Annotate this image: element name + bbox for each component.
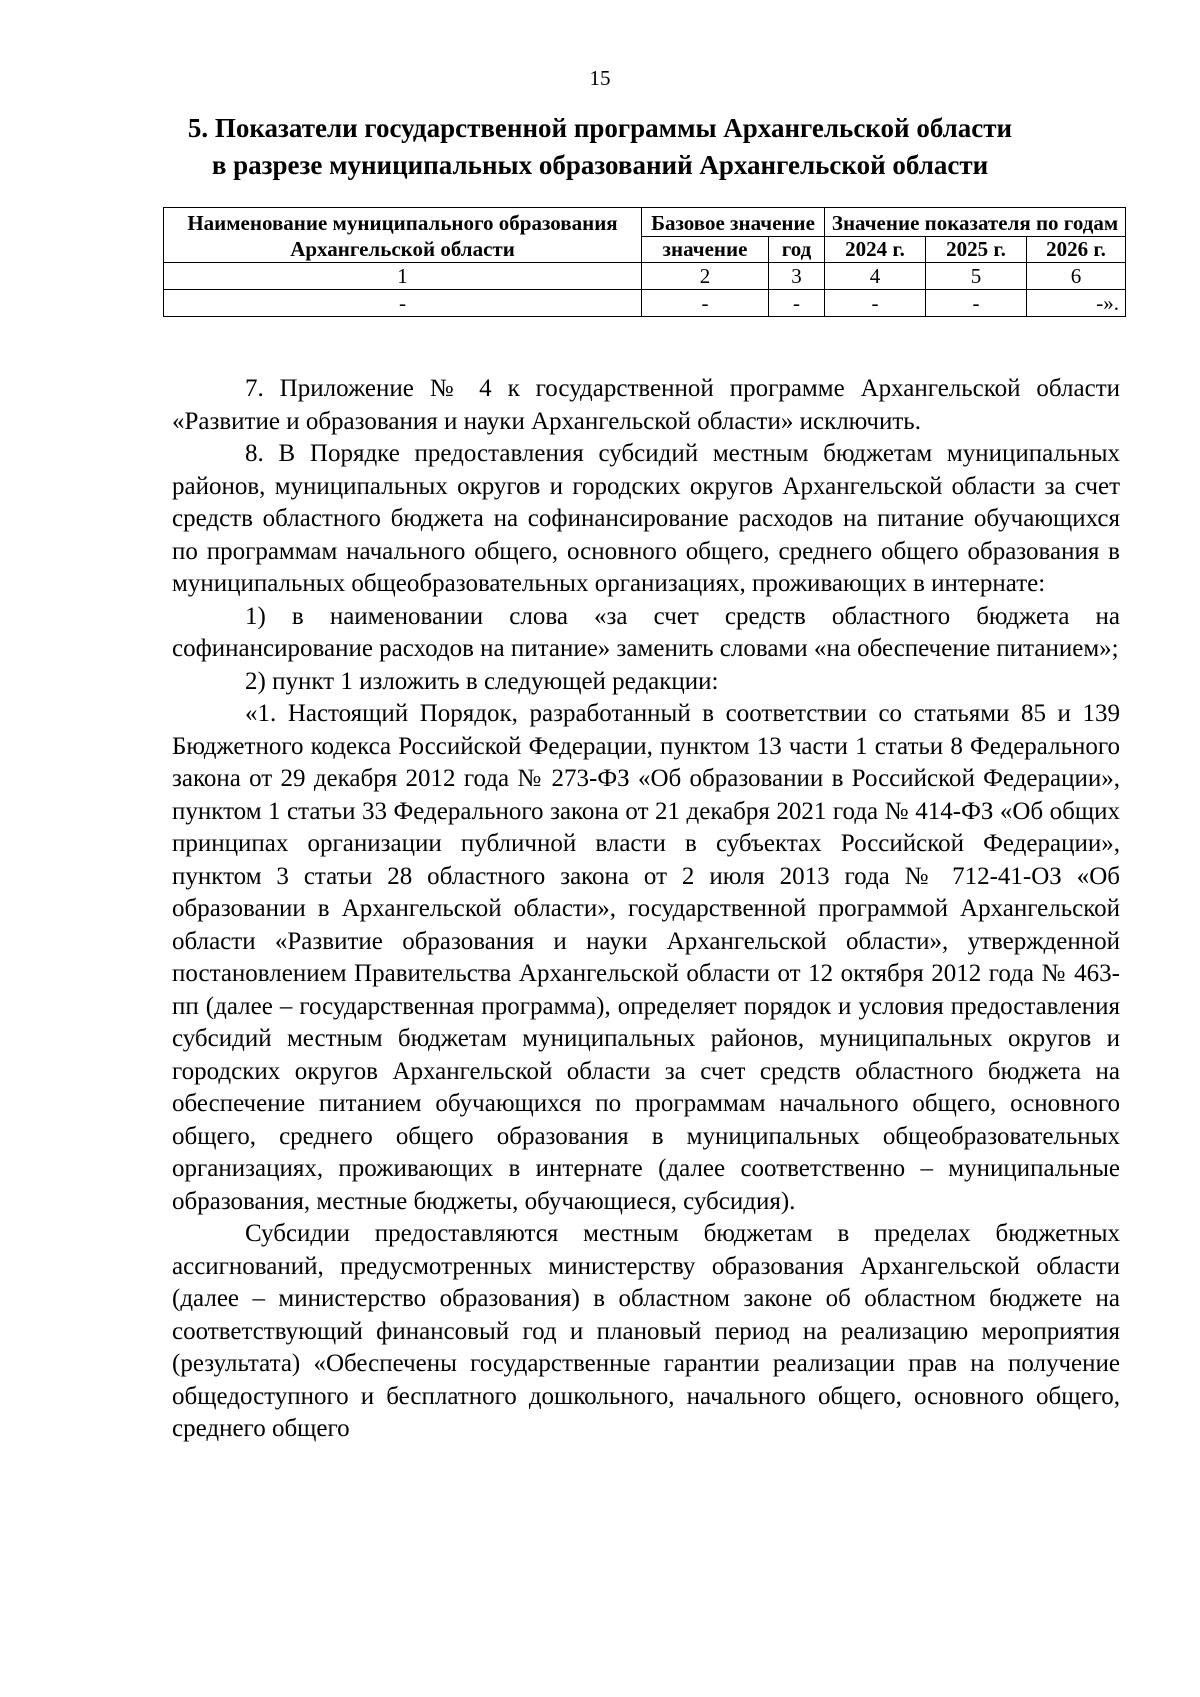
table-cell: 2 (642, 263, 769, 290)
header-year-2024: 2024 г. (825, 237, 926, 263)
section-title-line-1: 5. Показатели государственной программы Архангельской области (187, 113, 1013, 143)
table-cell: - (769, 290, 825, 317)
section-title (120, 110, 1080, 184)
header-mo-name: Наименование муниципального образования Архангельской области (164, 208, 642, 263)
paragraph-quoted-point-1: «1. Настоящий Порядок, разработанный в соответствии со статьями 85 и 139 Бюджетного кодекса Российской Федерации, пунктом 13 части 1 статьи 8 Федерального закона от 29 декабря 2012 года № 273-ФЗ «Об образовании в Российской Федерации», пунктом 1 статьи 33 Федерального закона от 21 декабря 2021 года № 414-ФЗ «Об общих принципах организации публичной власти в субъектах Российской Федерации», пунктом 3 статьи 28 областного закона от 2 июля 2013 года № 712-41-ОЗ «Об образовании в Архангельской области», государственной программой Архангельской области «Развитие образования и науки Архангельской области», утвержденной постановлением Правительства Архангельской области от 12 октября 2012 года № 463-пп (далее – государственная программа), определяет порядок и условия предоставления субсидий местным бюджетам муниципальных районов, муниципальных округов и городских округов Архангельской области за счет средств областного бюджета на обеспечение питанием обучающихся по программам начального общего, основного общего, среднего общего образования в муниципальных общеобразовательных организациях, проживающих в интернате (далее соответственно – муниципальные образования, местные бюджеты, обучающиеся, субсидия). (172, 700, 1120, 1215)
table-cell: -». (1027, 290, 1126, 317)
table-cell: - (926, 290, 1027, 317)
table-header-row (164, 208, 1126, 237)
table-cell: 4 (825, 263, 926, 290)
section-title-line-2: в разрезе муниципальных образований Архангельской области (211, 150, 989, 180)
paragraph-subsidies: Субсидии предоставляются местным бюджетам в пределах бюджетных ассигнований, предусмотренных министерству образования Архангельской области (далее – министерство образования) в областном законе об областном бюджете на соответствующий финансовый год и плановый период на реализацию мероприятия (результата) «Обеспечены государственные гарантии реализации прав на получение общедоступного и бесплатного дошкольного, начального общего, основного общего, среднего общего (172, 1220, 1120, 1442)
header-year-2026: 2026 г. (1027, 237, 1126, 263)
document-body (172, 373, 1120, 1446)
table-cell: - (825, 290, 926, 317)
table-row (164, 290, 1126, 317)
table-cell: 5 (926, 263, 1027, 290)
header-base-year: год (769, 237, 825, 263)
paragraph-subitem-2: 2) пункт 1 изложить в следующей редакции: (245, 667, 719, 695)
header-year-2025: 2025 г. (926, 237, 1027, 263)
table-numbering-row (164, 263, 1126, 290)
page-number: 15 (589, 66, 611, 90)
table-cell: - (642, 290, 769, 317)
header-base: Базовое значение (642, 208, 825, 237)
paragraph-subitem-1: 1) в наименовании слова «за счет средств областного бюджета на софинансирование расходов на питание» заменить словами «на обеспечение питанием»; (172, 602, 1120, 662)
paragraph-item-8: 8. В Порядке предоставления субсидий местным бюджетам муниципальных районов, муниципальных округов и городских округов Архангельской области за счет средств областного бюджета на софинансирование расходов на питание обучающихся по программам начального общего, основного общего, среднего общего образования в муниципальных общеобразовательных организациях, проживающих в интернате: (172, 440, 1120, 597)
header-base-value: значение (642, 237, 769, 263)
table-cell: 6 (1027, 263, 1126, 290)
header-value-by-years: Значение показателя по годам (825, 208, 1126, 237)
paragraph-item-7: 7. Приложение № 4 к государственной программе Архангельской области «Развитие и образования и науки Архангельской области» исключить. (172, 375, 1120, 435)
table-cell: - (164, 290, 642, 317)
table-cell: 1 (164, 263, 642, 290)
table-cell: 3 (769, 263, 825, 290)
indicators-table (163, 207, 1126, 317)
